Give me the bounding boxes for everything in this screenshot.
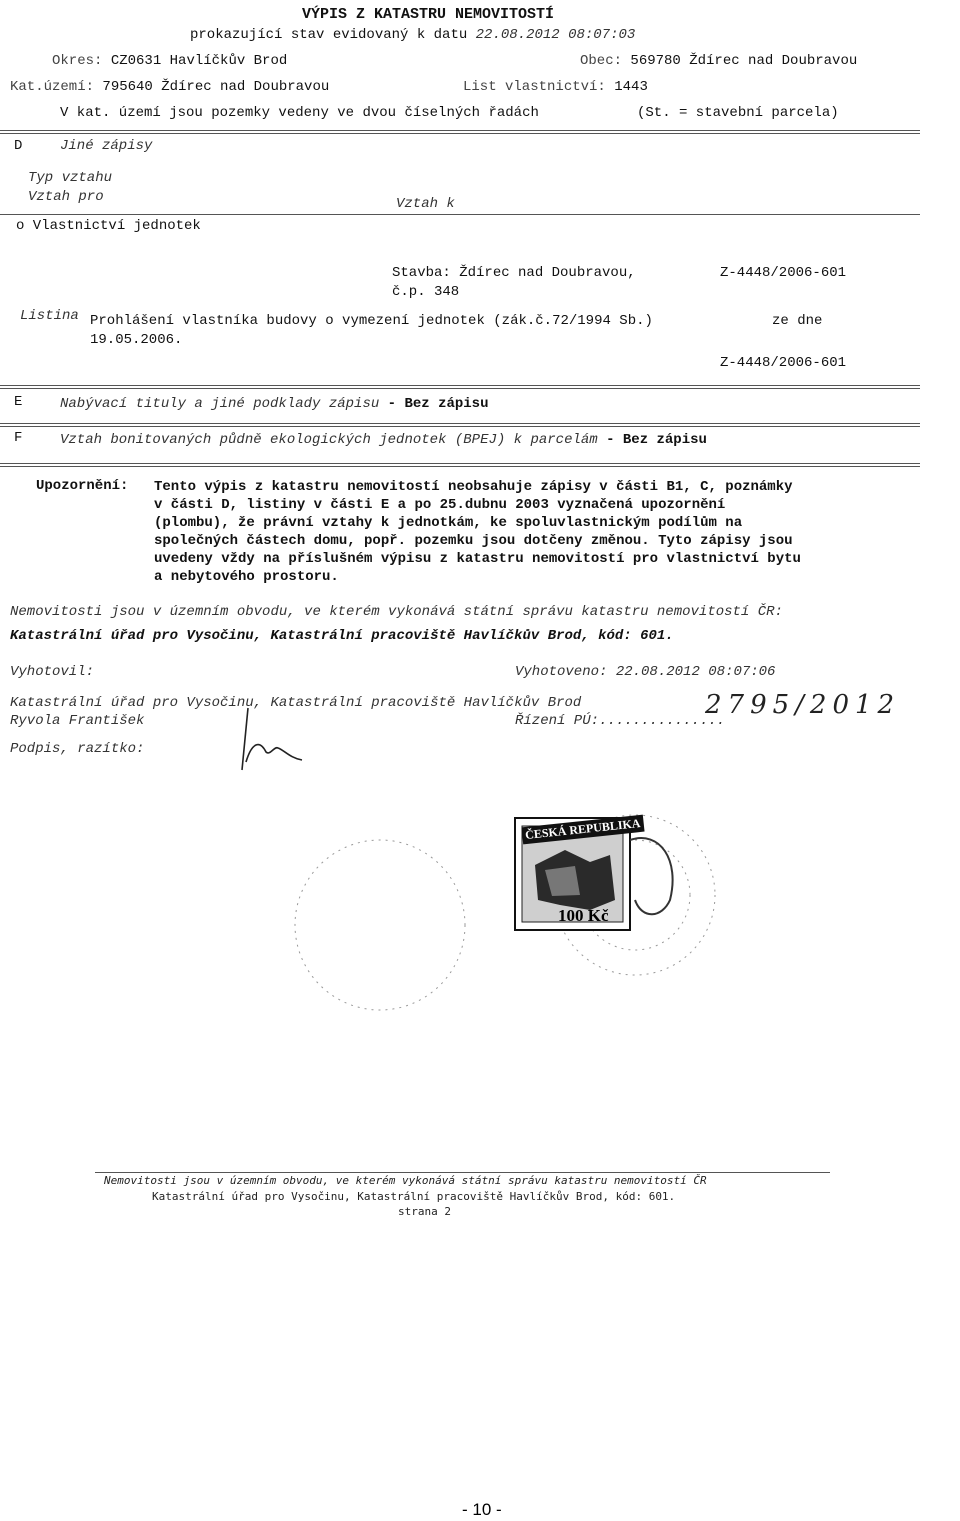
vztah-k-label: Vztah k (396, 196, 455, 212)
page-number: - 10 - (462, 1500, 502, 1519)
divider (0, 130, 920, 134)
vlastnictvi-jednotek-item: o Vlastnictví jednotek (16, 218, 201, 234)
listina-ref: Z-4448/2006-601 (720, 355, 847, 371)
upozorneni-text: Tento výpis z katastru nemovitostí neobsahuje zápisy v části B1, C, poznámky v části D, listiny v části E a po 25.dubnu 2003 vyznačená upozornění (plombu), že právní vztahy k jednotkám, ke spoluvlastnickým podílům na společných částech domu, popř. pozemku jsou dotčeny změnou. Tyto zápisy jsou uvedeny vždy na příslušném výpisu z katastru nemovitostí pro vlastnictví bytu a nebytového prostoru. (154, 479, 801, 585)
section-d-letter: D (14, 138, 23, 154)
divider (0, 385, 920, 389)
section-e-row: Nabývací tituly a jiné podklady zápisu - Bez zápisu (60, 396, 489, 412)
listina-label: Listina (20, 308, 79, 324)
office-line2: Katastrální úřad pro Vysočinu, Katastrální pracoviště Havlíčkův Brod, kód: 601. (10, 628, 674, 644)
vyhotovil-label: Vyhotovil: (10, 664, 95, 680)
numbering-note-right: (St. = stavební parcela) (637, 105, 839, 121)
stamp-country: ČESKÁ REPUBLIKA (521, 815, 644, 845)
stavba-line1: Stavba: Ždírec nad Doubravou, (392, 265, 636, 281)
footer-page: strana 2 (398, 1205, 451, 1218)
signature-mark (230, 700, 310, 780)
office-line1: Nemovitosti jsou v územním obvodu, ve kterém vykonává státní správu katastru nemovitostí ČR: (10, 604, 783, 620)
divider (0, 214, 920, 215)
divider (0, 463, 920, 467)
document-subtitle: prokazující stav evidovaný k datu 22.08.2012 08:07:03 (190, 27, 636, 43)
office-name: Katastrální úřad pro Vysočinu, Katastrální pracoviště Havlíčkův Brod (10, 695, 582, 711)
listina-date: 19.05.2006. (90, 332, 183, 348)
obec-row: Obec: 569780 Ždírec nad Doubravou (580, 53, 858, 69)
okres-row: Okres: CZ0631 Havlíčkův Brod (52, 53, 288, 69)
stavba-line2: č.p. 348 (392, 284, 460, 300)
section-f-row: Vztah bonitovaných půdně ekologických jednotek (BPEJ) k parcelám - Bez zápisu (60, 432, 707, 448)
stamp-value: 100 Kč (558, 906, 609, 925)
katuzemi-row: Kat.území: 795640 Ždírec nad Doubravou (10, 79, 330, 95)
vyhotoveno-row: Vyhotoveno: 22.08.2012 08:07:06 (515, 664, 776, 680)
section-e-letter: E (14, 394, 23, 410)
footer-line2: Katastrální úřad pro Vysočinu, Katastrální pracoviště Havlíčkův Brod, kód: 601. (152, 1190, 676, 1203)
rizeni-row: Řízení PÚ:............... (515, 713, 726, 729)
typ-vztahu-label: Typ vztahu (28, 170, 113, 186)
document-title: VÝPIS Z KATASTRU NEMOVITOSTÍ (302, 6, 555, 23)
section-f-letter: F (14, 430, 23, 446)
lv-row: List vlastnictví: 1443 (463, 79, 648, 95)
footer-line1: Nemovitosti jsou v územním obvodu, ve kterém vykonává státní správu katastru nemovitostí ČR (104, 1174, 707, 1187)
vztah-pro-label: Vztah pro (28, 189, 104, 205)
footer-divider (95, 1172, 830, 1173)
upozorneni-label: Upozornění: (36, 478, 129, 494)
stavba-ref: Z-4448/2006-601 (720, 265, 847, 281)
divider (0, 423, 920, 427)
person-name: Ryvola František (10, 713, 145, 729)
listina-ze-dne: ze dne (772, 313, 823, 329)
rizeni-handwritten: 2795/2012 (705, 690, 901, 720)
numbering-note: V kat. území jsou pozemky vedeny ve dvou číselných řadách (60, 105, 539, 121)
listina-text: Prohlášení vlastníka budovy o vymezení jednotek (zák.č.72/1994 Sb.) (90, 313, 653, 329)
podpis-label: Podpis, razítko: (10, 741, 145, 757)
section-d-title: Jiné zápisy (60, 138, 153, 154)
